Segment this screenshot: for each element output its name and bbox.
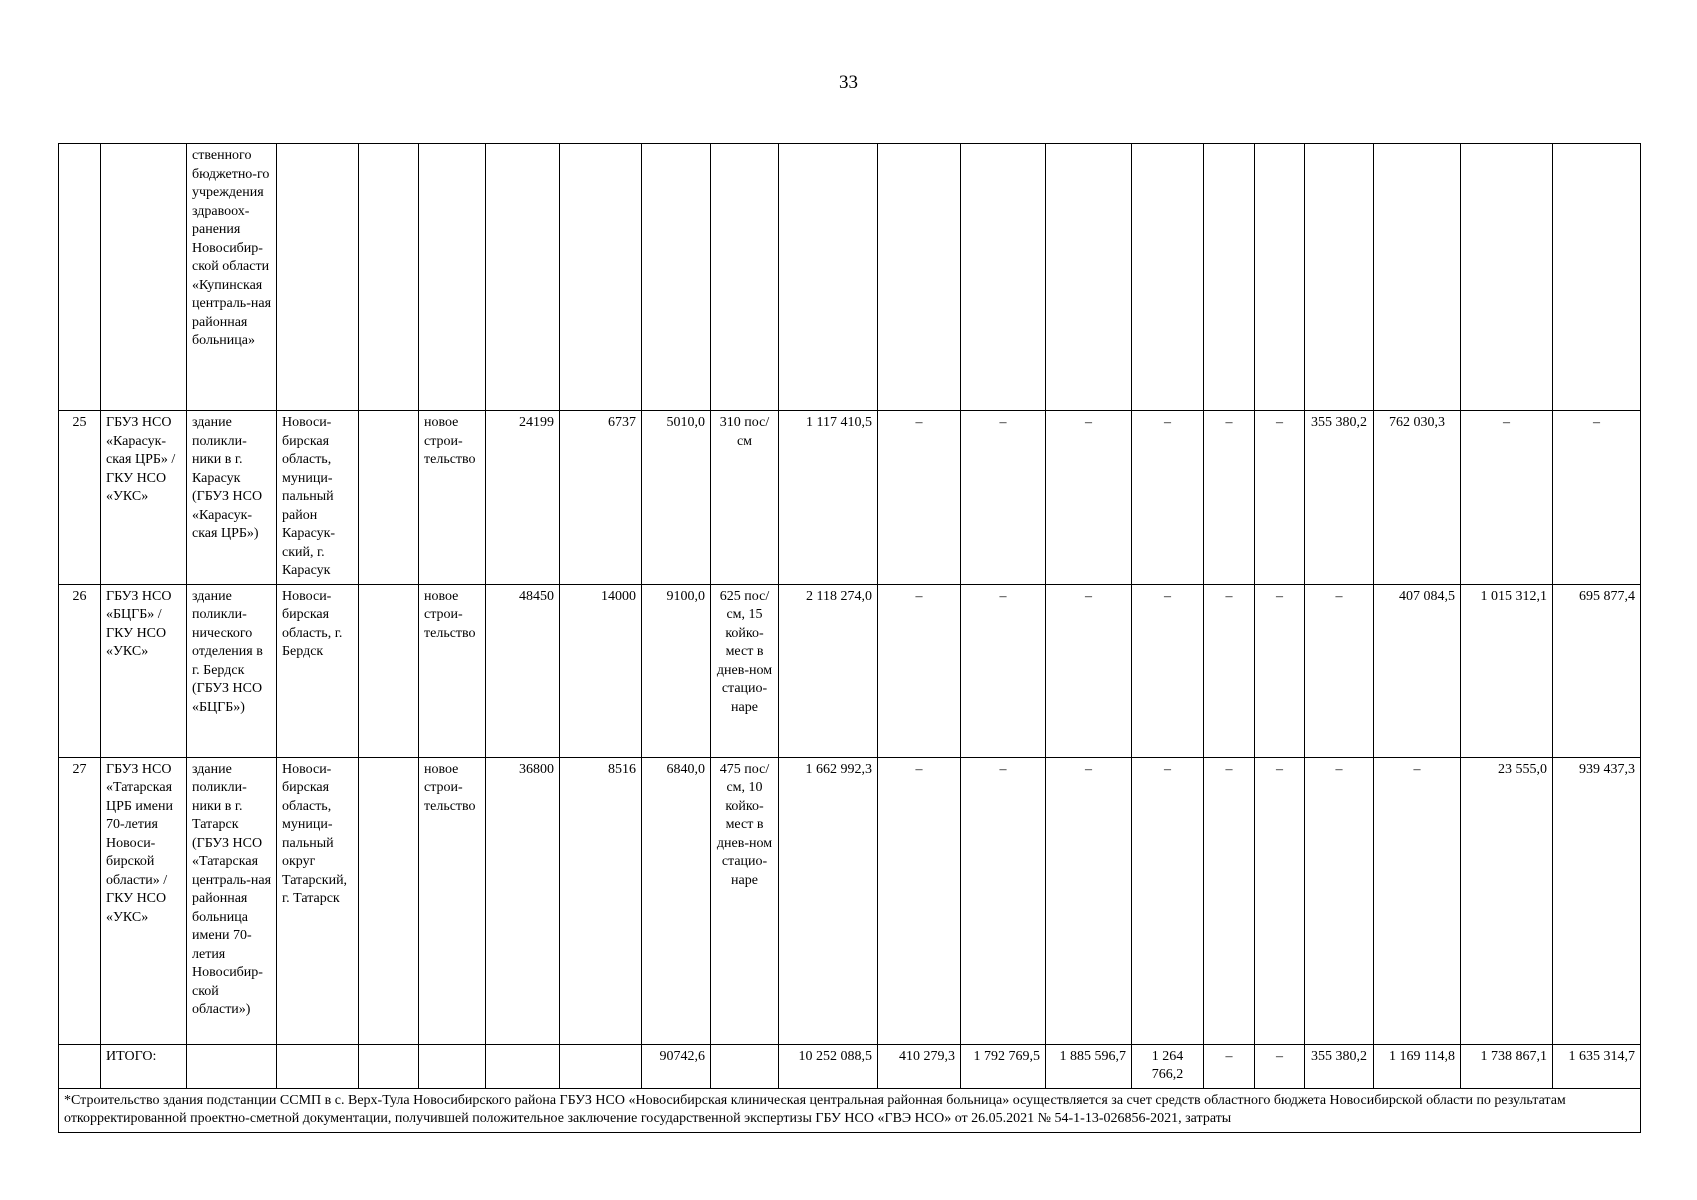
total-row — [59, 1044, 1641, 1088]
cell-y7: – — [1305, 757, 1374, 1044]
total-volume: 90742,6 — [642, 1044, 711, 1088]
cell-customer: ГБУЗ НСО «Татарская ЦРБ имени 70-летия Новоси-бирской области» / ГКУ НСО «УКС» — [101, 757, 187, 1044]
cell-y3: – — [1046, 411, 1132, 585]
cell-location: Новоси-бирская область, г. Бердск — [277, 584, 359, 757]
cell-y6: – — [1255, 584, 1305, 757]
cell-location — [277, 144, 359, 411]
cell-capacity: 310 пос/см — [711, 411, 779, 585]
table-row — [59, 411, 1641, 585]
cell-y8: 762 030,3 — [1374, 411, 1461, 585]
cell-y2: – — [961, 757, 1046, 1044]
total-sum: 10 252 088,5 — [779, 1044, 878, 1088]
cell-extra — [359, 584, 419, 757]
cell-y4: – — [1132, 584, 1204, 757]
cell-no: 27 — [59, 757, 101, 1044]
cell-volume — [642, 144, 711, 411]
cell-y2: – — [961, 584, 1046, 757]
cell-no — [59, 144, 101, 411]
cell-y10: 695 877,4 — [1553, 584, 1641, 757]
table-row — [59, 757, 1641, 1044]
cell-extra — [359, 144, 419, 411]
cell-y5: – — [1204, 757, 1255, 1044]
total-y9: 1 738 867,1 — [1461, 1044, 1553, 1088]
cell-y9 — [1461, 144, 1553, 411]
cell-y9: 23 555,0 — [1461, 757, 1553, 1044]
cell-object: здание поликли-ники в г. Карасук (ГБУЗ НСО «Карасук-ская ЦРБ») — [187, 411, 277, 585]
cell-no: 26 — [59, 584, 101, 757]
total-label: ИТОГО: — [101, 1044, 187, 1088]
total-y7: 355 380,2 — [1305, 1044, 1374, 1088]
cell-total: 2 118 274,0 — [779, 584, 878, 757]
cell-area-land — [486, 1044, 560, 1088]
cell-y1: – — [878, 584, 961, 757]
cell-no: 25 — [59, 411, 101, 585]
cell-volume: 5010,0 — [642, 411, 711, 585]
cell-no — [59, 1044, 101, 1088]
cell-y3 — [1046, 144, 1132, 411]
cell-y4: – — [1132, 411, 1204, 585]
cell-y1 — [878, 144, 961, 411]
cell-volume: 9100,0 — [642, 584, 711, 757]
cell-total — [779, 144, 878, 411]
cell-y5: – — [1204, 411, 1255, 585]
cell-type — [419, 144, 486, 411]
cell-y6 — [1255, 144, 1305, 411]
total-y8: 1 169 114,8 — [1374, 1044, 1461, 1088]
cell-area-build — [560, 1044, 642, 1088]
cell-location: Новоси-бирская область, муници-пальный район Карасук-ский, г. Карасук — [277, 411, 359, 585]
cell-customer — [101, 144, 187, 411]
total-y5: – — [1204, 1044, 1255, 1088]
cell-y6: – — [1255, 411, 1305, 585]
total-y6: – — [1255, 1044, 1305, 1088]
total-y3: 1 885 596,7 — [1046, 1044, 1132, 1088]
cell-y6: – — [1255, 757, 1305, 1044]
cell-area-land — [486, 144, 560, 411]
cell-y1: – — [878, 757, 961, 1044]
cell-y2: – — [961, 411, 1046, 585]
footnote-text: *Строительство здания подстанции ССМП в с. Верх-Тула Новосибирского района ГБУЗ НСО «Новосибирская клиническая центральная районная больница» осуществляется за счет средств областного бюджета Новосибирской области по результатам откорректированной проектно-сметной документации, получившей положительное заключение государственной экспертизы ГБУ НСО «ГВЭ НСО» от 26.05.2021 № 54-1-13-026856-2021, затраты — [59, 1088, 1641, 1132]
cell-y4: – — [1132, 757, 1204, 1044]
cell-y10: 939 437,3 — [1553, 757, 1641, 1044]
cell-capacity: 625 пос/см, 15 койко-мест в днев-ном стацио-наре — [711, 584, 779, 757]
cell-area-build — [560, 144, 642, 411]
cell-area-build: 8516 — [560, 757, 642, 1044]
cell-customer: ГБУЗ НСО «БЦГБ» / ГКУ НСО «УКС» — [101, 584, 187, 757]
cell-extra — [359, 757, 419, 1044]
cell-capacity — [711, 144, 779, 411]
cell-y3: – — [1046, 757, 1132, 1044]
cell-object: ственного бюджетно-го учреждения здравоох-ранения Новосибир-ской области «Купинская централь-ная районная больница» — [187, 144, 277, 411]
cell-type: новое строи-тельство — [419, 757, 486, 1044]
page-number: 33 — [839, 72, 858, 93]
cell-object — [187, 1044, 277, 1088]
cell-capacity: 475 пос/см, 10 койко-мест в днев-ном стацио-наре — [711, 757, 779, 1044]
cell-y3: – — [1046, 584, 1132, 757]
cell-y9: – — [1461, 411, 1553, 585]
total-y4: 1 264 766,2 — [1132, 1044, 1204, 1088]
cell-location — [277, 1044, 359, 1088]
cell-object: здание поликли-нического отделения в г. Бердск (ГБУЗ НСО «БЦГБ») — [187, 584, 277, 757]
cell-type — [419, 1044, 486, 1088]
cell-y7: 355 380,2 — [1305, 411, 1374, 585]
cell-area-build: 6737 — [560, 411, 642, 585]
footnote-row — [59, 1088, 1641, 1132]
cell-area-land: 48450 — [486, 584, 560, 757]
total-y2: 1 792 769,5 — [961, 1044, 1046, 1088]
cell-y8: 407 084,5 — [1374, 584, 1461, 757]
cell-total: 1 662 992,3 — [779, 757, 878, 1044]
cell-area-land: 24199 — [486, 411, 560, 585]
cell-y10: – — [1553, 411, 1641, 585]
cell-volume: 6840,0 — [642, 757, 711, 1044]
cell-y7 — [1305, 144, 1374, 411]
cell-type: новое строи-тельство — [419, 584, 486, 757]
cell-y5 — [1204, 144, 1255, 411]
cell-object: здание поликли-ники в г. Татарск (ГБУЗ НСО «Татарская централь-ная районная больница имени 70-летия Новосибир-ской области») — [187, 757, 277, 1044]
cell-y4 — [1132, 144, 1204, 411]
cell-y9: 1 015 312,1 — [1461, 584, 1553, 757]
table-row — [59, 144, 1641, 411]
cell-extra — [359, 1044, 419, 1088]
cell-y1: – — [878, 411, 961, 585]
cell-y5: – — [1204, 584, 1255, 757]
cell-area-build: 14000 — [560, 584, 642, 757]
cell-y8 — [1374, 144, 1461, 411]
cell-location: Новоси-бирская область, муници-пальный округ Татарский, г. Татарск — [277, 757, 359, 1044]
investment-table — [58, 143, 1641, 1133]
total-y10: 1 635 314,7 — [1553, 1044, 1641, 1088]
cell-y10 — [1553, 144, 1641, 411]
cell-y8: – — [1374, 757, 1461, 1044]
total-y1: 410 279,3 — [878, 1044, 961, 1088]
cell-y2 — [961, 144, 1046, 411]
cell-extra — [359, 411, 419, 585]
cell-y7: – — [1305, 584, 1374, 757]
cell-customer: ГБУЗ НСО «Карасук-ская ЦРБ» / ГКУ НСО «УКС» — [101, 411, 187, 585]
table-row — [59, 584, 1641, 757]
cell-type: новое строи-тельство — [419, 411, 486, 585]
cell-area-land: 36800 — [486, 757, 560, 1044]
cell-capacity — [711, 1044, 779, 1088]
cell-total: 1 117 410,5 — [779, 411, 878, 585]
